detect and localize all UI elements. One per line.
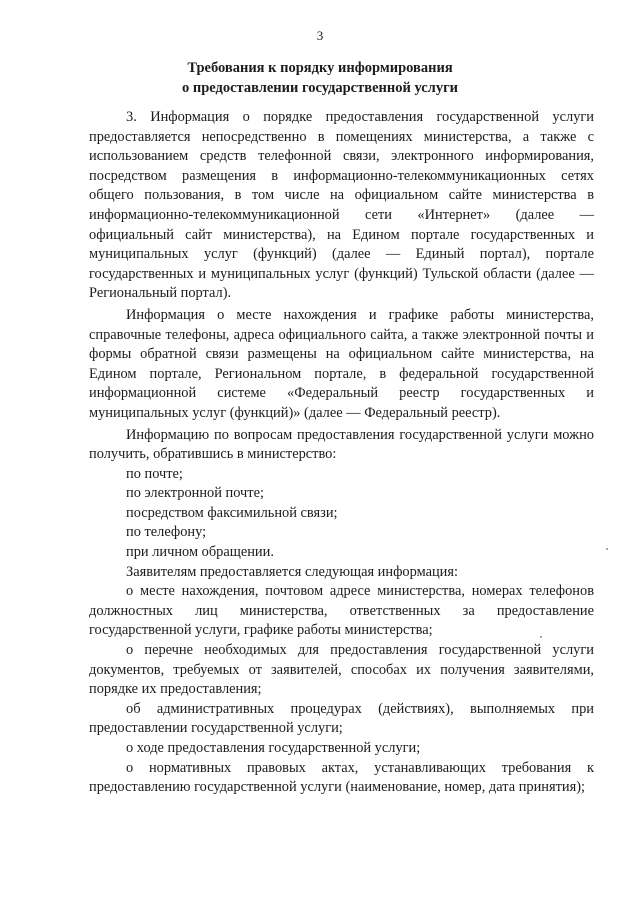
info-item: об административных процедурах (действиях), выполняемых при предоставлении государственной услуги; bbox=[89, 700, 594, 737]
info-item: о месте нахождения, почтовом адресе министерства, номерах телефонов должностных лиц министерства, ответственных за предоставление государственной услуги, графике работы министерства; bbox=[89, 583, 594, 639]
contact-method-item: по телефону; bbox=[126, 524, 207, 541]
section-title-line-2: о предоставлении государственной услуги bbox=[181, 80, 459, 96]
contact-method-item: посредством факсимильной связи; bbox=[126, 504, 338, 521]
info-item: о ходе предоставления государственной услуги; bbox=[126, 740, 421, 756]
contact-method-item: по почте; bbox=[126, 465, 183, 482]
info-intro: Заявителям предоставляется следующая информация: bbox=[126, 563, 458, 580]
page-number: 3 bbox=[316, 28, 324, 43]
paragraph-how-to-get-info: Информацию по вопросам предоставления государственной услуги можно получить, обратившись в министерство: bbox=[89, 426, 594, 463]
scan-artifact-dot bbox=[540, 636, 542, 638]
scan-artifact-dot bbox=[606, 548, 608, 550]
paragraph-location-info: Информация о месте нахождения и графике работы министерства, справочные телефоны, адреса официального сайта, а также электронной почты и формы обратной связи размещены на официальном сайте министерства, на Едином портале, Региональном портале, в федеральной государственной информационной системе «Федеральный реестр государственных и муниципальных услуг (функций)» (далее — Федеральный реестр). bbox=[89, 306, 594, 421]
info-item: о перечне необходимых для предоставления государственной услуги документов, требуемых от заявителей, способах их получения заявителями, порядке их предоставления; bbox=[89, 642, 594, 698]
contact-method-item: при личном обращении. bbox=[126, 544, 274, 561]
contact-method-item: по электронной почте; bbox=[126, 485, 264, 502]
paragraph-3: 3. Информация о порядке предоставления государственной услуги предоставляется непосредственно в помещениях министерства, а также с использованием средств телефонной связи, электронного информирования, посредством размещения в информационно-телекоммуникационных сетях общего пользования, в том числе на официальном сайте министерства в информационно-телекоммуникационной сети «Интернет» (далее — официальный сайт министерства), на Едином портале государственных и муниципальных услуг (функций) (далее — Единый портал), портале государственных и муниципальных услуг (функций) Тульской области (далее — Региональный портал). bbox=[89, 109, 594, 302]
section-title-line-1: Требования к порядку информирования bbox=[187, 60, 453, 76]
info-item: о нормативных правовых актах, устанавливающих требования к предоставлению государственной услуги (наименование, номер, дата принятия); bbox=[89, 759, 594, 796]
document-body bbox=[89, 108, 594, 798]
section-title bbox=[90, 58, 550, 98]
